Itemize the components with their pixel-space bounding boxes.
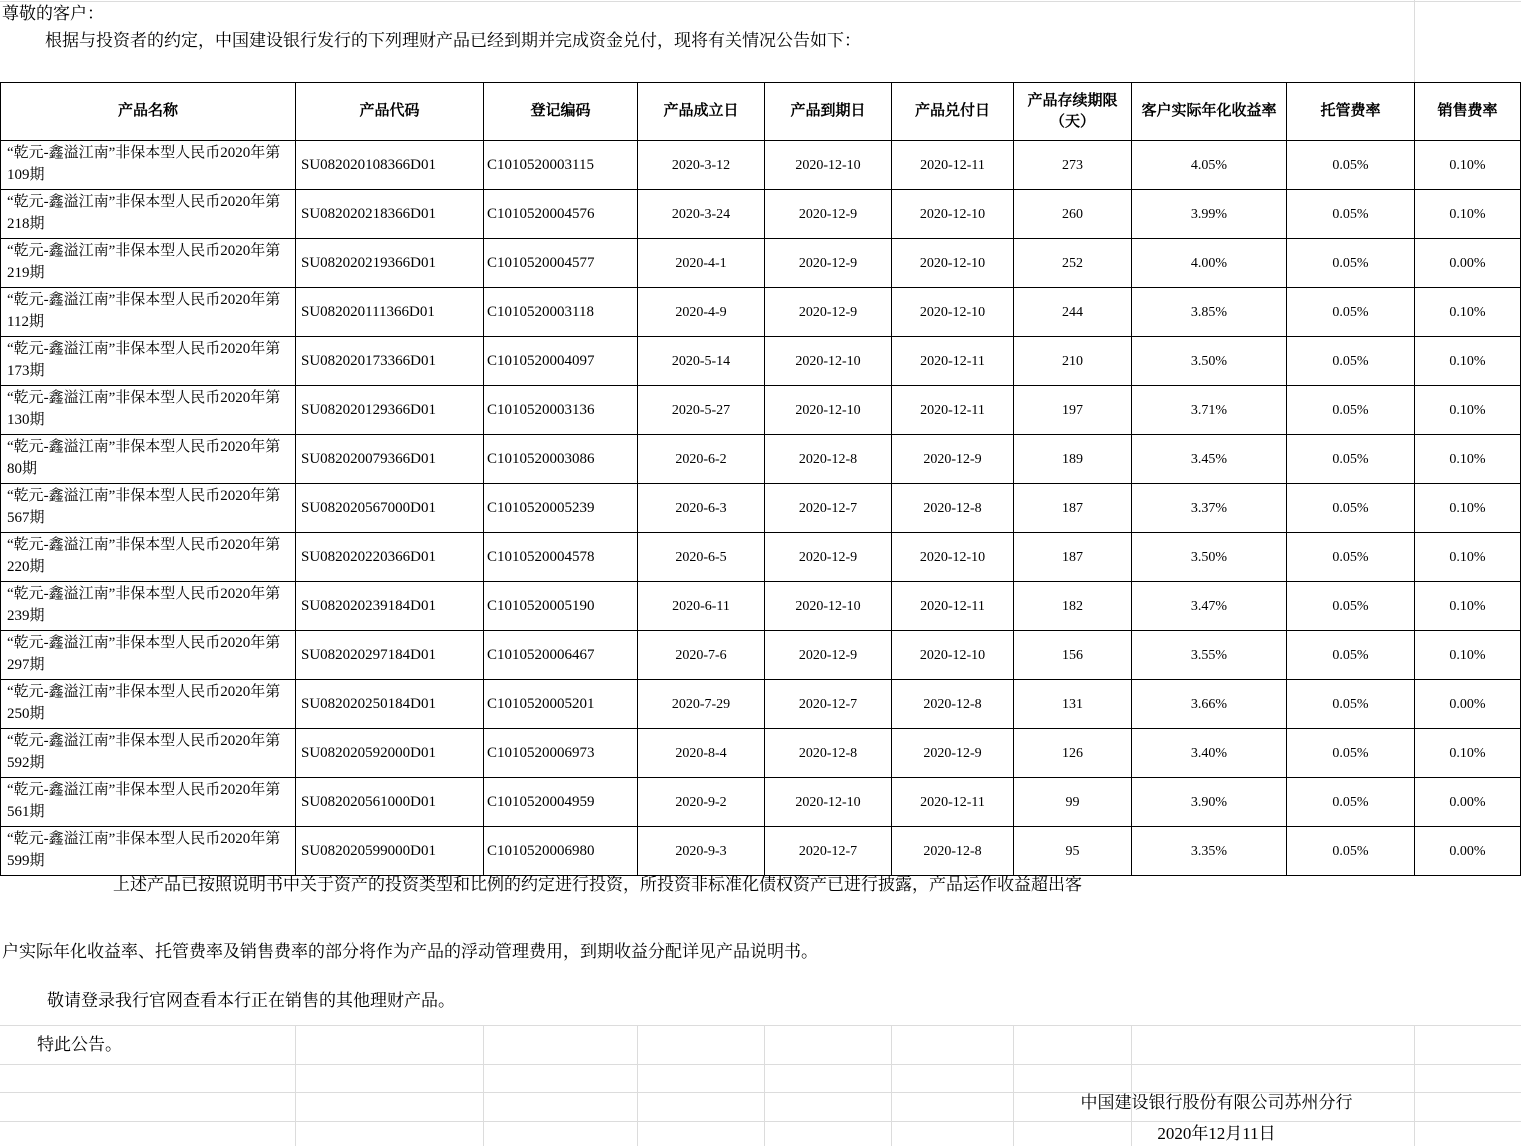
- table-cell: 0.05%: [1287, 239, 1415, 288]
- table-cell: SU082020592000D01: [296, 729, 484, 778]
- table-cell: 3.37%: [1132, 484, 1287, 533]
- table-cell: 131: [1014, 680, 1132, 729]
- table-cell: 2020-12-11: [892, 778, 1014, 827]
- table-cell: SU082020108366D01: [296, 141, 484, 190]
- table-cell: 0.05%: [1287, 386, 1415, 435]
- table-cell: 3.90%: [1132, 778, 1287, 827]
- table-cell: 2020-12-10: [765, 141, 892, 190]
- table-cell: 2020-12-10: [892, 533, 1014, 582]
- table-cell: 244: [1014, 288, 1132, 337]
- table-cell: 3.50%: [1132, 337, 1287, 386]
- column-header: 产品到期日: [765, 83, 892, 141]
- table-cell: 3.47%: [1132, 582, 1287, 631]
- table-cell: “乾元-鑫溢江南”非保本型人民币2020年第218期: [1, 190, 296, 239]
- table-cell: 156: [1014, 631, 1132, 680]
- gridline-horizontal: [0, 1, 1521, 2]
- table-cell: C1010520004578: [484, 533, 638, 582]
- table-row: [1, 778, 1521, 827]
- table-cell: 0.05%: [1287, 533, 1415, 582]
- table-cell: 0.05%: [1287, 582, 1415, 631]
- table-cell: 2020-12-11: [892, 141, 1014, 190]
- table-cell: 0.10%: [1415, 435, 1521, 484]
- table-cell: 0.00%: [1415, 827, 1521, 876]
- table-cell: SU082020111366D01: [296, 288, 484, 337]
- announcement-text: 根据与投资者的约定，中国建设银行发行的下列理财产品已经到期并完成资金兑付，现将有关情况公告如下：: [45, 31, 861, 50]
- table-cell: 0.10%: [1415, 288, 1521, 337]
- table-cell: 0.05%: [1287, 288, 1415, 337]
- table-cell: “乾元-鑫溢江南”非保本型人民币2020年第561期: [1, 778, 296, 827]
- table-cell: 2020-12-8: [892, 827, 1014, 876]
- column-header: 产品兑付日: [892, 83, 1014, 141]
- table-cell: 2020-7-29: [638, 680, 765, 729]
- table-cell: 2020-12-10: [765, 337, 892, 386]
- table-cell: 0.05%: [1287, 631, 1415, 680]
- table-cell: C1010520003086: [484, 435, 638, 484]
- table-cell: 3.55%: [1132, 631, 1287, 680]
- table-row: [1, 631, 1521, 680]
- table-cell: SU082020173366D01: [296, 337, 484, 386]
- table-row: [1, 484, 1521, 533]
- table-cell: 0.05%: [1287, 778, 1415, 827]
- signature-date: 2020年12月11日: [1157, 1124, 1276, 1143]
- table-cell: 0.00%: [1415, 778, 1521, 827]
- table-cell: C1010520004959: [484, 778, 638, 827]
- table-cell: 2020-12-9: [892, 729, 1014, 778]
- signature-bank-branch: 中国建设银行股份有限公司苏州分行: [1080, 1093, 1353, 1112]
- footer-paragraph-2: 户实际年化收益率、托管费率及销售费率的部分将作为产品的浮动管理费用，到期收益分配详见产品说明书。: [2, 942, 818, 961]
- table-cell: SU082020218366D01: [296, 190, 484, 239]
- table-cell: C1010520003136: [484, 386, 638, 435]
- table-row: [1, 729, 1521, 778]
- table-cell: 2020-12-10: [892, 239, 1014, 288]
- table-row: [1, 827, 1521, 876]
- table-cell: 2020-12-9: [765, 533, 892, 582]
- table-cell: C1010520003118: [484, 288, 638, 337]
- table-cell: SU082020250184D01: [296, 680, 484, 729]
- column-header: 客户实际年化收益率: [1132, 83, 1287, 141]
- table-cell: “乾元-鑫溢江南”非保本型人民币2020年第219期: [1, 239, 296, 288]
- table-cell: 2020-12-10: [765, 386, 892, 435]
- table-cell: 2020-9-3: [638, 827, 765, 876]
- gridline-horizontal: [0, 1025, 1521, 1026]
- table-cell: SU082020219366D01: [296, 239, 484, 288]
- table-cell: 0.10%: [1415, 386, 1521, 435]
- table-row: [1, 190, 1521, 239]
- table-cell: 95: [1014, 827, 1132, 876]
- table-cell: 3.99%: [1132, 190, 1287, 239]
- table-cell: 2020-12-7: [765, 827, 892, 876]
- table-cell: 0.10%: [1415, 533, 1521, 582]
- table-cell: 0.05%: [1287, 435, 1415, 484]
- table-cell: 2020-9-2: [638, 778, 765, 827]
- table-cell: SU082020129366D01: [296, 386, 484, 435]
- table-cell: 4.00%: [1132, 239, 1287, 288]
- table-cell: 0.05%: [1287, 484, 1415, 533]
- gridline-vertical: [764, 1025, 765, 1146]
- table-cell: 210: [1014, 337, 1132, 386]
- table-cell: 2020-12-10: [892, 631, 1014, 680]
- table-cell: 2020-6-2: [638, 435, 765, 484]
- table-cell: 3.45%: [1132, 435, 1287, 484]
- table-cell: 0.10%: [1415, 141, 1521, 190]
- table-cell: 0.10%: [1415, 484, 1521, 533]
- table-cell: 99: [1014, 778, 1132, 827]
- table-cell: 2020-3-24: [638, 190, 765, 239]
- column-header: 产品代码: [296, 83, 484, 141]
- table-cell: 0.10%: [1415, 337, 1521, 386]
- table-cell: 2020-12-9: [765, 631, 892, 680]
- table-row: [1, 337, 1521, 386]
- table-cell: “乾元-鑫溢江南”非保本型人民币2020年第173期: [1, 337, 296, 386]
- table-cell: “乾元-鑫溢江南”非保本型人民币2020年第130期: [1, 386, 296, 435]
- table-cell: C1010520006467: [484, 631, 638, 680]
- table-cell: 2020-12-10: [765, 778, 892, 827]
- table-cell: C1010520006973: [484, 729, 638, 778]
- table-cell: “乾元-鑫溢江南”非保本型人民币2020年第239期: [1, 582, 296, 631]
- table-cell: 0.05%: [1287, 190, 1415, 239]
- table-cell: 0.05%: [1287, 680, 1415, 729]
- column-header: 产品存续期限（天）: [1014, 83, 1132, 141]
- gridline-vertical: [295, 1025, 296, 1146]
- salutation-text: 尊敬的客户：: [2, 4, 104, 23]
- table-cell: 0.00%: [1415, 239, 1521, 288]
- table-cell: 273: [1014, 141, 1132, 190]
- table-cell: 3.85%: [1132, 288, 1287, 337]
- table-row: [1, 386, 1521, 435]
- table-cell: SU082020220366D01: [296, 533, 484, 582]
- table-header-row: [1, 83, 1521, 141]
- table-cell: 2020-12-8: [892, 484, 1014, 533]
- gridline-vertical: [1414, 0, 1415, 82]
- table-cell: 2020-12-11: [892, 386, 1014, 435]
- table-cell: SU082020599000D01: [296, 827, 484, 876]
- table-cell: 3.71%: [1132, 386, 1287, 435]
- table-cell: C1010520004097: [484, 337, 638, 386]
- table-cell: C1010520006980: [484, 827, 638, 876]
- table-cell: SU082020239184D01: [296, 582, 484, 631]
- table-cell: 252: [1014, 239, 1132, 288]
- column-header: 产品成立日: [638, 83, 765, 141]
- table-row: [1, 582, 1521, 631]
- footer-paragraph-3: 敬请登录我行官网查看本行正在销售的其他理财产品。: [47, 991, 455, 1010]
- table-cell: 2020-8-4: [638, 729, 765, 778]
- table-cell: “乾元-鑫溢江南”非保本型人民币2020年第112期: [1, 288, 296, 337]
- table-cell: 2020-12-11: [892, 337, 1014, 386]
- table-cell: C1010520004577: [484, 239, 638, 288]
- table-cell: 3.35%: [1132, 827, 1287, 876]
- table-cell: 0.10%: [1415, 582, 1521, 631]
- table-cell: 187: [1014, 533, 1132, 582]
- table-cell: 189: [1014, 435, 1132, 484]
- table-cell: 0.00%: [1415, 680, 1521, 729]
- table-cell: “乾元-鑫溢江南”非保本型人民币2020年第109期: [1, 141, 296, 190]
- gridline-vertical: [637, 1025, 638, 1146]
- table-cell: 2020-4-1: [638, 239, 765, 288]
- table-cell: SU082020079366D01: [296, 435, 484, 484]
- table-cell: 3.40%: [1132, 729, 1287, 778]
- table-cell: 2020-12-10: [765, 582, 892, 631]
- table-cell: C1010520003115: [484, 141, 638, 190]
- table-cell: 2020-5-14: [638, 337, 765, 386]
- table-row: [1, 239, 1521, 288]
- table-cell: 187: [1014, 484, 1132, 533]
- footer-paragraph-4: 特此公告。: [37, 1035, 122, 1054]
- table-cell: “乾元-鑫溢江南”非保本型人民币2020年第220期: [1, 533, 296, 582]
- table-cell: 2020-6-5: [638, 533, 765, 582]
- table-cell: C1010520004576: [484, 190, 638, 239]
- table-cell: 2020-12-9: [765, 239, 892, 288]
- table-cell: “乾元-鑫溢江南”非保本型人民币2020年第599期: [1, 827, 296, 876]
- table-cell: 2020-3-12: [638, 141, 765, 190]
- table-cell: 2020-12-10: [892, 190, 1014, 239]
- table-cell: “乾元-鑫溢江南”非保本型人民币2020年第250期: [1, 680, 296, 729]
- table-cell: 2020-12-7: [765, 680, 892, 729]
- table-cell: 2020-12-9: [765, 190, 892, 239]
- table-cell: 2020-4-9: [638, 288, 765, 337]
- table-row: [1, 533, 1521, 582]
- table-cell: 2020-12-8: [765, 435, 892, 484]
- gridline-vertical: [891, 1025, 892, 1146]
- table-row: [1, 680, 1521, 729]
- table-cell: 0.05%: [1287, 337, 1415, 386]
- table-cell: “乾元-鑫溢江南”非保本型人民币2020年第567期: [1, 484, 296, 533]
- table-row: [1, 435, 1521, 484]
- table-cell: 2020-12-9: [892, 435, 1014, 484]
- table-cell: 2020-5-27: [638, 386, 765, 435]
- table-row: [1, 288, 1521, 337]
- table-cell: SU082020567000D01: [296, 484, 484, 533]
- table-cell: “乾元-鑫溢江南”非保本型人民币2020年第297期: [1, 631, 296, 680]
- table-cell: 126: [1014, 729, 1132, 778]
- table-cell: “乾元-鑫溢江南”非保本型人民币2020年第592期: [1, 729, 296, 778]
- table-cell: 0.05%: [1287, 729, 1415, 778]
- gridline-horizontal: [0, 1064, 1521, 1065]
- footer-paragraph-1: 上述产品已按照说明书中关于资产的投资类型和比例的约定进行投资，所投资非标准化债权资产已进行披露，产品运作收益超出客: [113, 875, 1082, 894]
- table-cell: “乾元-鑫溢江南”非保本型人民币2020年第80期: [1, 435, 296, 484]
- table-cell: 0.10%: [1415, 631, 1521, 680]
- table-cell: 2020-6-11: [638, 582, 765, 631]
- table-cell: 4.05%: [1132, 141, 1287, 190]
- table-cell: 0.10%: [1415, 729, 1521, 778]
- products-table: [0, 82, 1521, 876]
- table-cell: 2020-12-8: [892, 680, 1014, 729]
- table-cell: 2020-6-3: [638, 484, 765, 533]
- table-cell: 2020-12-11: [892, 582, 1014, 631]
- column-header: 销售费率: [1415, 83, 1521, 141]
- table-cell: 3.66%: [1132, 680, 1287, 729]
- table-cell: 3.50%: [1132, 533, 1287, 582]
- column-header: 托管费率: [1287, 83, 1415, 141]
- gridline-vertical: [483, 1025, 484, 1146]
- table-cell: 2020-12-8: [765, 729, 892, 778]
- table-cell: 260: [1014, 190, 1132, 239]
- table-cell: 182: [1014, 582, 1132, 631]
- column-header: 登记编码: [484, 83, 638, 141]
- column-header: 产品名称: [1, 83, 296, 141]
- table-cell: SU082020561000D01: [296, 778, 484, 827]
- table-cell: 2020-7-6: [638, 631, 765, 680]
- table-cell: 0.10%: [1415, 190, 1521, 239]
- table-cell: 0.05%: [1287, 827, 1415, 876]
- table-cell: C1010520005239: [484, 484, 638, 533]
- table-cell: 2020-12-9: [765, 288, 892, 337]
- table-cell: SU082020297184D01: [296, 631, 484, 680]
- table-cell: 197: [1014, 386, 1132, 435]
- table-cell: C1010520005190: [484, 582, 638, 631]
- table-cell: 2020-12-10: [892, 288, 1014, 337]
- table-cell: 0.05%: [1287, 141, 1415, 190]
- table-cell: 2020-12-7: [765, 484, 892, 533]
- table-cell: C1010520005201: [484, 680, 638, 729]
- table-row: [1, 141, 1521, 190]
